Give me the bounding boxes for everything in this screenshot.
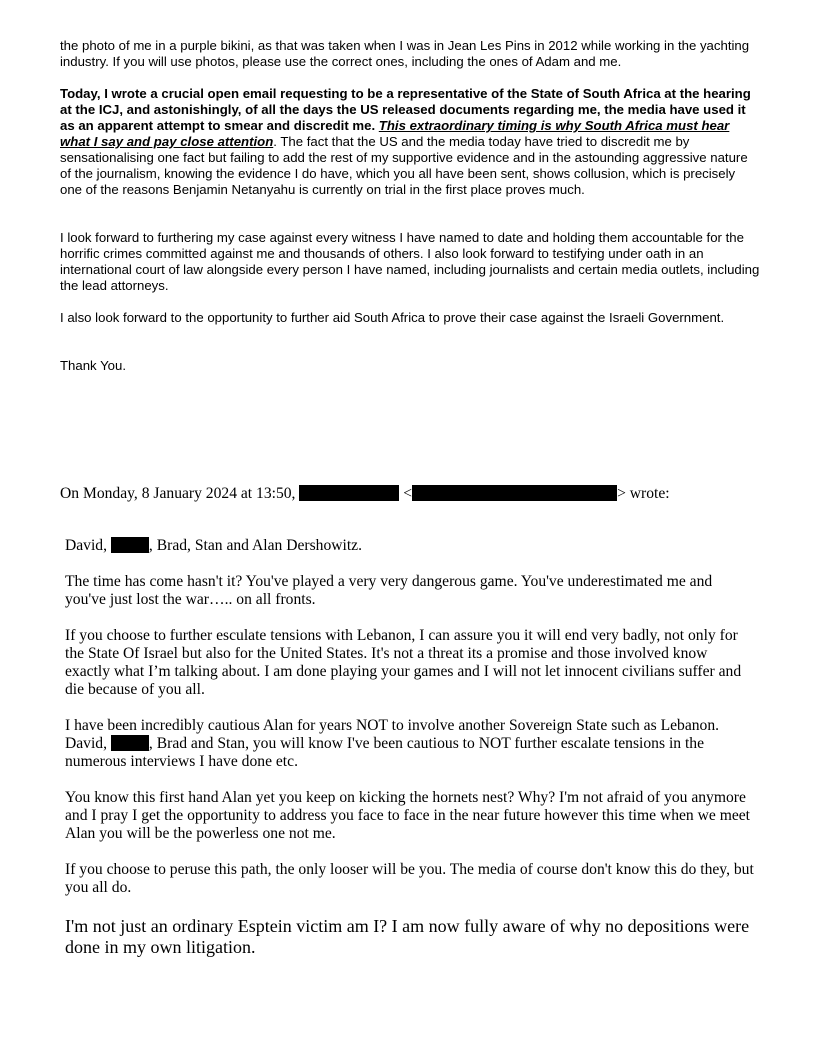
icj-emphasis-text: This extraordinary timing is why South Africa must hear what I say and pay close attention (60, 118, 730, 149)
greeting-suffix: , Brad, Stan and Alan Dershowitz. (148, 537, 362, 554)
quoted-paragraph-6: I'm not just an ordinary Esptein victim am I? I am now fully aware of why no depositions were done in my own litigation. (65, 916, 750, 957)
quoted-paragraph-4: You know this first hand Alan yet you keep on kicking the hornets nest? Why? I'm not afraid of you anymore and I pray I get the opportunity to address you face to face in the near future however this time when we meet Alan you will be the powerless one not me. (65, 789, 751, 842)
quoted-paragraph-3 (65, 717, 755, 771)
quoted-paragraph-2: If you choose to further esculate tensions with Lebanon, I can assure you it will end very badly, not only for the State Of Israel but also for the United States. It's not a threat its a promise and those involved know exactly what I’m talking about. I am done playing your games and I will not let innocent civilians suffer and die because of you all. (65, 627, 742, 698)
redacted-name-1 (111, 537, 149, 553)
p3-prefix: David, (65, 735, 108, 752)
quote-header (60, 485, 780, 503)
p3-line1: I have been incredibly cautious Alan for years NOT to involve another Sovereign State such as Lebanon. (65, 717, 720, 734)
quoted-greeting (65, 537, 755, 555)
quoted-paragraph-1: The time has come hasn't it? You've played a very very dangerous game. You've underestimated me and you've just lost the war….. on all fronts. (65, 573, 713, 608)
redacted-sender-name (299, 485, 399, 501)
icj-paragraph (60, 86, 760, 198)
p3-suffix: , Brad and Stan, you will know I've been cautious to NOT further escalate tensions in the numerous interviews I have done etc. (65, 735, 705, 770)
quoted-paragraph-5: If you choose to peruse this path, the only looser will be you. The media of course don't know this do they, but you all do. (65, 861, 754, 896)
quote-header-open-bracket: < (403, 485, 413, 502)
quote-header-suffix: > wrote: (617, 485, 670, 502)
greeting-prefix: David, (65, 537, 108, 554)
photo-paragraph: the photo of me in a purple bikini, as that was taken when I was in Jean Les Pins in 2012 while working in the yachting industry. If you will use photos, please use the correct ones, including the ones of Adam and me. (60, 38, 750, 69)
icj-bold-text: Today, I wrote a crucial open email requesting to be a representative of the State of South Africa at the hearing at the ICJ, and astonishingly, of all the days the US released documents regarding me, the media have used it as an apparent attempt to smear and discredit me. (60, 86, 751, 133)
south-africa-paragraph: I also look forward to the opportunity to further aid South Africa to prove their case against the Israeli Government. (60, 310, 725, 325)
thank-you-text: Thank You. (60, 358, 126, 373)
redacted-sender-email (412, 485, 617, 501)
redacted-name-2 (111, 735, 149, 751)
icj-rest-text: . The fact that the US and the media today have tried to discredit me by sensationalising one fact but failing to add the rest of my supportive evidence and in the astounding aggressive nature of the journalism, knowing the evidence I do have, which you all have been sent, shows collusion, which is precisely one of the reasons Benjamin Netanyahu is currently on trial in the first place proves much. (60, 134, 748, 197)
look-forward-paragraph: I look forward to furthering my case against every witness I have named to date and holding them accountable for the horrific crimes committed against me and thousands of others. I also look forward to testifying under oath in an international court of law alongside every person I have named, including journalists and certain media outlets, including the lead attorneys. (60, 230, 760, 293)
quote-header-prefix: On Monday, 8 January 2024 at 13:50, (60, 485, 296, 502)
